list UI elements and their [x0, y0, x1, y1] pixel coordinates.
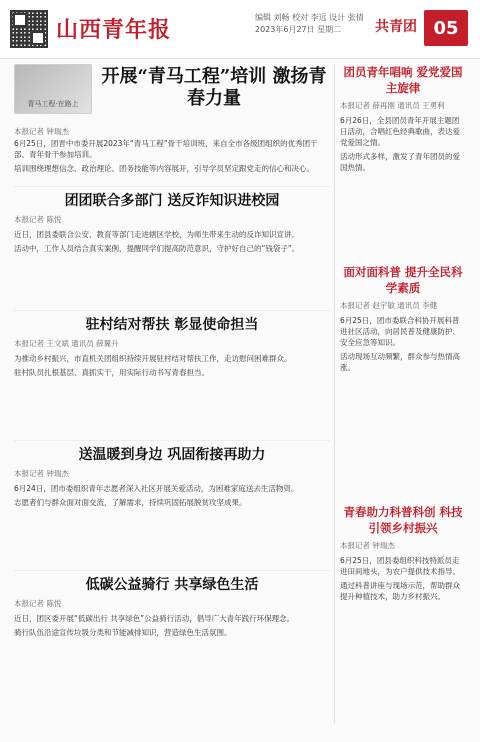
article-2-title: 团团联合多部门 送反诈知识进校园 [64, 193, 280, 209]
page-number-badge: 05 [424, 10, 468, 46]
article-5-title: 低碳公益骑行 共享绿色生活 [85, 577, 259, 593]
right-article-3-para-1: 6月25日，团县委组织科技特派员走进田间地头，为农户提供技术指导。 [340, 556, 460, 576]
left-column [14, 64, 330, 724]
article-1-photo [14, 64, 92, 114]
page-header [0, 0, 480, 59]
right-article-1-byline: 本报记者 薛再刚 通讯员 王勇利 [340, 101, 445, 110]
article-4 [14, 446, 330, 564]
meta-line-1: 编辑 刘畅 校对 李远 设计 张倩 [255, 13, 364, 22]
right-article-2-byline: 本报记者 赵宇敏 通讯员 李健 [340, 301, 438, 310]
right-article-1-title: 团员青年唱响 爱党爱国主旋律 [343, 65, 463, 95]
right-article-2-title: 面对面科普 提升全民科学素质 [343, 265, 463, 295]
column-separator [334, 64, 335, 724]
article-1 [14, 64, 330, 182]
article-3-title: 驻村结对帮扶 彰显使命担当 [85, 317, 259, 333]
right-article-2-para-2: 活动现场互动频繁，群众参与热情高涨。 [340, 352, 460, 372]
right-article-1-para-2: 活动形式多样，激发了青年团员的爱国热情。 [340, 152, 460, 172]
right-article-3-title: 青春助力科普科创 科技引领乡村振兴 [343, 505, 463, 535]
article-5 [14, 576, 330, 724]
photo-caption: 青马工程·在路上 [27, 100, 79, 108]
article-5-para-2: 骑行队伍沿途宣传垃圾分类和节能减排知识，营造绿色生活氛围。 [14, 628, 232, 637]
article-4-para-1: 6月24日，团市委组织青年志愿者深入社区开展关爱活动，为困难家庭送去生活物资。 [14, 484, 299, 493]
right-article-2-body [340, 315, 466, 373]
article-2 [14, 192, 330, 304]
article-5-byline: 本报记者 陈悦 [14, 599, 62, 608]
article-3-body [14, 353, 330, 378]
right-article-3-para-2: 通过科普讲座与现场示范，帮助群众提升种植技术，助力乡村振兴。 [340, 581, 460, 601]
article-1-body [14, 138, 330, 177]
qr-code [10, 10, 48, 48]
article-4-body [14, 483, 330, 508]
article-2-para-1: 近日，团县委联合公安、教育等部门走进辖区学校，为师生带来生动的反诈知识宣讲。 [14, 230, 299, 239]
article-1-para-1: 6月25日，团晋中市委开展2023年“青马工程”骨干培训班，来自全市各级团组织的优秀团干部、青年骨干参加培训。 [14, 139, 318, 159]
article-3-byline: 本报记者 王文斌 通讯员 薛翼升 [14, 339, 119, 348]
article-2-body [14, 229, 330, 254]
article-1-byline: 本报记者 钟瑞杰 [14, 127, 69, 136]
divider-2 [14, 310, 330, 311]
divider-1 [14, 186, 330, 187]
right-article-2-para-1: 6月25日，团市委联合科协开展科普进社区活动，向居民普及健康防护、安全应急等知识。 [340, 316, 460, 347]
article-3 [14, 316, 330, 434]
divider-4 [14, 570, 330, 571]
right-article-1-body [340, 115, 466, 173]
right-article-3 [340, 504, 466, 724]
right-article-3-body [340, 555, 466, 602]
article-5-para-1: 近日，团区委开展“低碳出行 共享绿色”公益骑行活动，倡导广大青年践行环保理念。 [14, 614, 295, 623]
divider-3 [14, 440, 330, 441]
article-3-para-2: 驻村队员扎根基层、真抓实干，用实际行动书写青春担当。 [14, 368, 209, 377]
article-1-title: 开展“青马工程”培训 激扬青春力量 [101, 66, 327, 109]
right-article-3-byline: 本报记者 钟瑞杰 [340, 541, 395, 550]
section-label: 共青团 [375, 19, 417, 35]
right-article-1 [340, 64, 466, 254]
article-2-para-2: 活动中，工作人员结合真实案例，提醒同学们提高防范意识，守护好自己的“钱袋子”。 [14, 244, 300, 253]
right-column [340, 64, 466, 724]
article-4-byline: 本报记者 钟瑞杰 [14, 469, 69, 478]
article-5-body [14, 613, 330, 638]
right-article-2 [340, 264, 466, 494]
newspaper-logo: 山西青年报 [56, 16, 172, 43]
article-1-para-2: 培训围绕理想信念、政治理论、团务技能等内容展开，引导学员坚定跟党走的信心和决心。 [14, 164, 314, 173]
article-4-para-2: 志愿者们与群众面对面交流，了解需求，持续巩固拓展脱贫攻坚成果。 [14, 498, 247, 507]
article-3-para-1: 为推动乡村振兴，市直机关团组织持续开展驻村结对帮扶工作，走访慰问困难群众。 [14, 354, 292, 363]
article-4-title: 送温暖到身边 巩固衔接再助力 [78, 447, 266, 463]
article-2-byline: 本报记者 陈悦 [14, 215, 62, 224]
meta-line-2: 2023年6月27日 星期二 [255, 25, 342, 34]
right-article-1-para-1: 6月26日，全县团员青年开展主题团日活动，合唱红色经典歌曲，表达爱党爱国之情。 [340, 116, 460, 147]
